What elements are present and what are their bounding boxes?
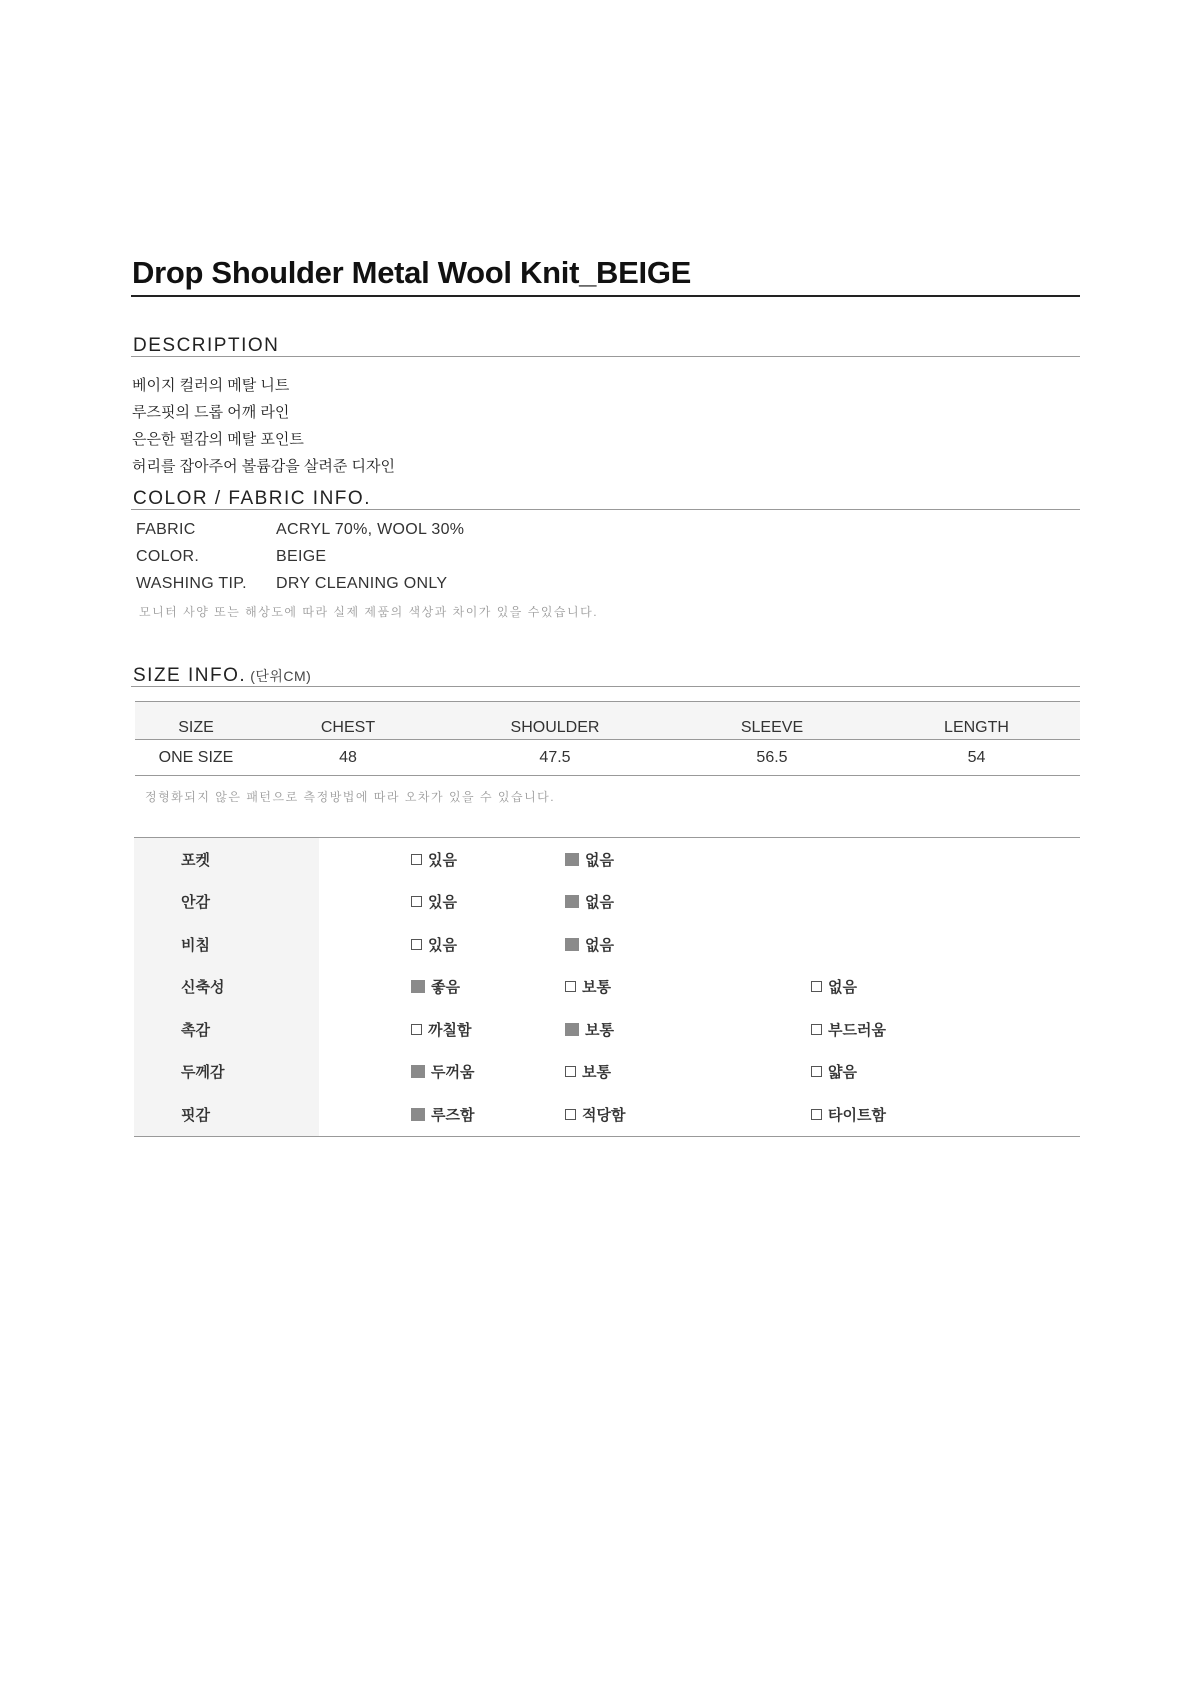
attribute-option[interactable] [565,976,811,997]
info-value: BEIGE [276,548,327,565]
unchecked-box-icon [411,854,422,865]
attribute-option[interactable] [565,1104,811,1125]
description-line: 은은한 펄감의 메탈 포인트 [132,431,304,448]
size-cell: 54 [873,740,1080,776]
table-row [134,1051,1080,1094]
size-cell: 48 [257,740,439,776]
color-fabric-heading [131,489,1080,510]
checked-box-icon [411,1108,425,1121]
info-row-color [131,543,1080,570]
attribute-option[interactable] [565,934,811,955]
unchecked-box-icon [811,1066,822,1077]
unchecked-box-icon [811,1109,822,1120]
info-key: FABRIC [136,521,196,538]
unchecked-box-icon [565,1066,576,1077]
attribute-option[interactable] [565,849,811,870]
attribute-option[interactable] [319,976,565,997]
attribute-label: 포켓 [134,838,319,881]
color-fabric-heading-text: COLOR / FABRIC INFO. [133,488,371,509]
size-cell: 47.5 [439,740,671,776]
attribute-option[interactable] [811,1061,857,1082]
attribute-option-label: 타이트함 [828,1106,886,1124]
unchecked-box-icon [411,939,422,950]
attribute-label: 촉감 [134,1008,319,1051]
attribute-option-label: 좋음 [431,979,460,997]
size-header-cell: SLEEVE [671,702,873,740]
size-info-heading-text: SIZE INFO. [133,665,247,686]
size-table [135,701,1080,776]
unchecked-box-icon [811,1024,822,1035]
description-lines [131,372,1080,480]
checked-box-icon [565,1023,579,1036]
checked-box-icon [565,938,579,951]
description-heading-text: DESCRIPTION [133,335,280,356]
attribute-option[interactable] [811,1104,886,1125]
attribute-option-label: 부드러움 [828,1021,886,1039]
size-cell: ONE SIZE [135,740,257,776]
table-row [134,1093,1080,1136]
attribute-option[interactable] [319,1019,565,1040]
checked-box-icon [411,1065,425,1078]
unchecked-box-icon [565,1109,576,1120]
info-row-fabric [131,516,1080,543]
table-row [134,838,1080,881]
attribute-option-label: 없음 [585,894,614,912]
attribute-table [134,837,1080,1137]
info-value: ACRYL 70%, WOOL 30% [276,521,465,538]
attribute-option[interactable] [565,891,811,912]
size-header-cell: SHOULDER [439,702,671,740]
checked-box-icon [411,980,425,993]
attribute-label: 비침 [134,923,319,966]
attribute-option-label: 있음 [428,851,457,869]
attribute-option[interactable] [565,1061,811,1082]
attribute-option[interactable] [319,891,565,912]
size-header-cell: SIZE [135,702,257,740]
attribute-option-label: 보통 [582,1064,611,1082]
attribute-option-label: 있음 [428,894,457,912]
attribute-label: 안감 [134,881,319,924]
attribute-option-label: 없음 [585,851,614,869]
size-unit: (단위CM) [250,668,312,684]
description-heading [131,336,1080,357]
attribute-option-label: 보통 [582,979,611,997]
attribute-option[interactable] [811,976,857,997]
table-row [134,1008,1080,1051]
size-cell: 56.5 [671,740,873,776]
size-header-cell: LENGTH [873,702,1080,740]
attribute-option-label: 적당함 [582,1106,626,1124]
color-note: 모니터 사양 또는 해상도에 따라 실제 제품의 색상과 차이가 있을 수있습니다. [139,605,599,619]
product-detail-page [131,255,1080,1137]
attribute-option-label: 얇음 [828,1064,857,1082]
info-key: WASHING TIP. [136,575,247,592]
attribute-option[interactable] [319,934,565,955]
table-row [134,966,1080,1009]
color-fabric-info [131,516,1080,597]
checked-box-icon [565,853,579,866]
attribute-label: 신축성 [134,966,319,1009]
table-row [134,881,1080,924]
description-line: 베이지 컬러의 메탈 니트 [132,377,290,394]
unchecked-box-icon [411,1024,422,1035]
unchecked-box-icon [411,896,422,907]
attribute-label: 두께감 [134,1051,319,1094]
attribute-option-label: 보통 [585,1021,614,1039]
size-header-cell: CHEST [257,702,439,740]
table-row [134,923,1080,966]
attribute-option[interactable] [565,1019,811,1040]
attribute-option-label: 없음 [828,979,857,997]
attribute-option[interactable] [319,1061,565,1082]
size-note: 정형화되지 않은 패턴으로 측정방법에 따라 오차가 있을 수 있습니다. [145,790,556,804]
attribute-option[interactable] [811,1019,886,1040]
attribute-label: 핏감 [134,1093,319,1136]
attribute-option-label: 두꺼움 [431,1064,475,1082]
info-row-washing [131,570,1080,597]
checked-box-icon [565,895,579,908]
attribute-option-label: 없음 [585,936,614,954]
size-info-heading [131,666,1080,687]
attribute-option-label: 있음 [428,936,457,954]
attribute-option-label: 루즈함 [431,1106,475,1124]
info-value: DRY CLEANING ONLY [276,575,448,592]
table-row [135,740,1080,776]
attribute-option[interactable] [319,849,565,870]
unchecked-box-icon [565,981,576,992]
unchecked-box-icon [811,981,822,992]
attribute-option[interactable] [319,1104,565,1125]
description-line: 허리를 잡아주어 볼륨감을 살려준 디자인 [132,458,396,475]
attribute-option-label: 까칠함 [428,1021,472,1039]
info-key: COLOR. [136,548,200,565]
product-title: Drop Shoulder Metal Wool Knit_BEIGE [131,255,1080,297]
size-table-header-row [135,702,1080,740]
description-line: 루즈핏의 드롭 어깨 라인 [132,404,290,421]
